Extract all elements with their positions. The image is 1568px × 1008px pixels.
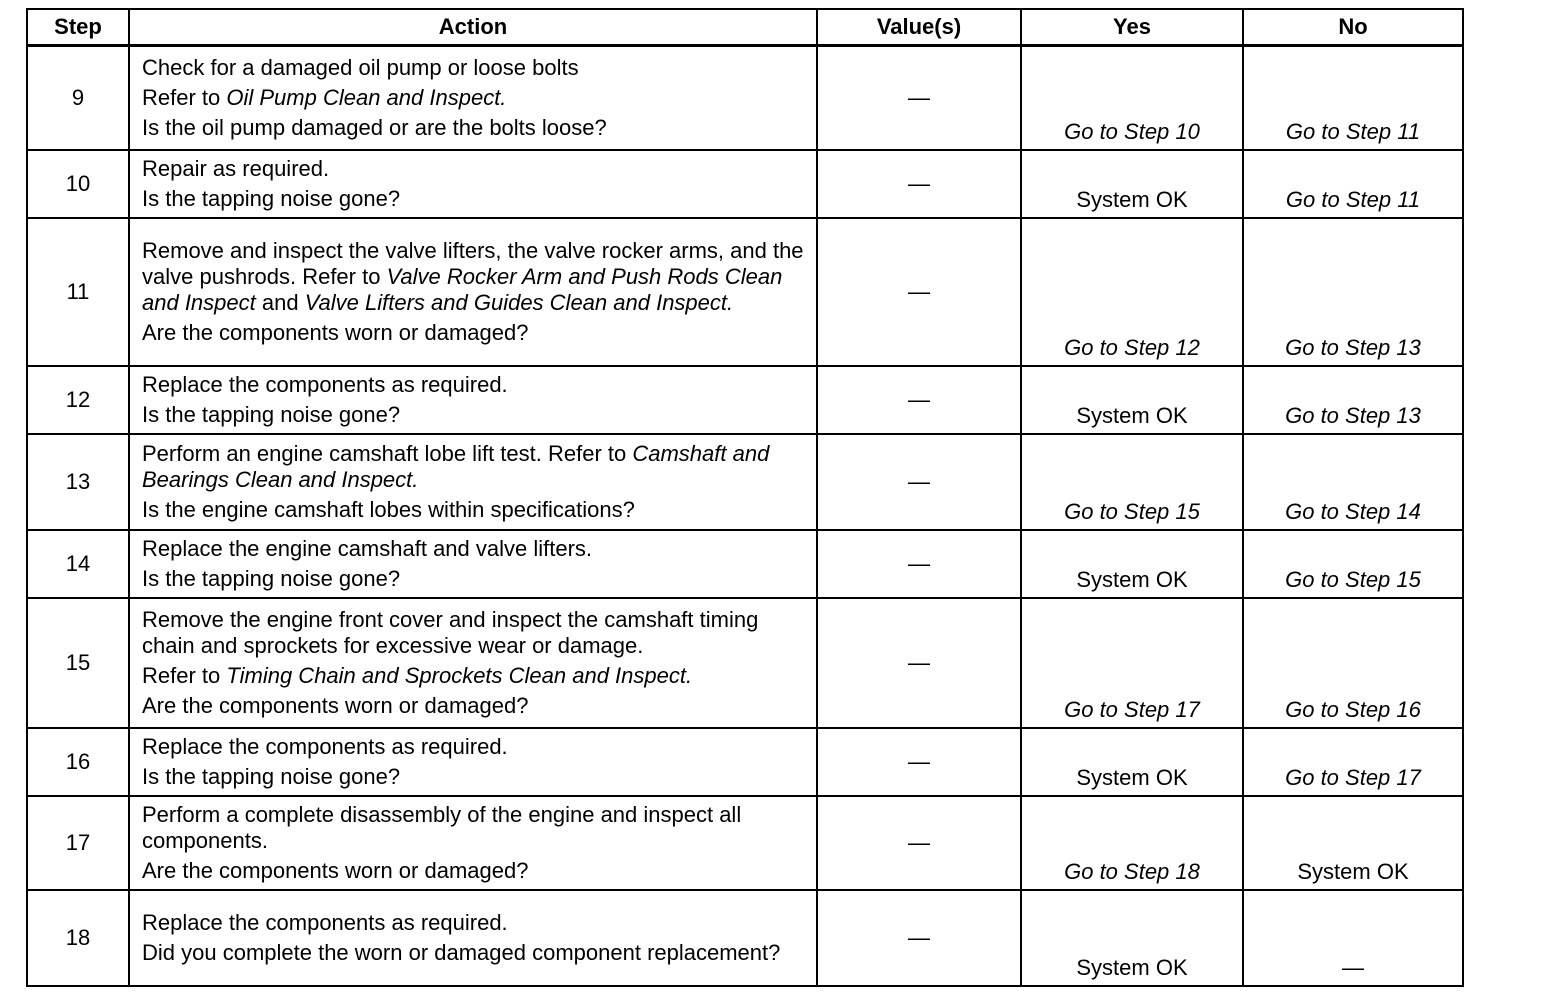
yes-cell [1021,890,1243,986]
no-cell [1243,890,1463,986]
action-cell [129,218,817,366]
diagnostic-table [26,8,1464,987]
no-cell [1243,366,1463,434]
no-cell [1243,530,1463,598]
action-line [142,764,804,790]
action-cell [129,890,817,986]
action-text: and [255,289,305,315]
table-row [27,46,1463,150]
action-cell [129,796,817,890]
action-line [142,156,804,182]
action-line [142,402,804,428]
value-cell: — [817,530,1021,598]
step-number: 15 [27,598,129,728]
header-step: Step [27,9,129,46]
yes-result: System OK [1076,954,1188,980]
no-result: Go to Step 15 [1285,566,1421,592]
table-body [27,46,1463,986]
table-row [27,150,1463,218]
yes-result: Go to Step 17 [1064,696,1200,722]
header-value: Value(s) [817,9,1021,46]
value-cell: — [817,890,1021,986]
no-cell [1243,796,1463,890]
no-result: Go to Step 11 [1285,186,1421,212]
yes-result: Go to Step 12 [1064,334,1200,360]
action-text: Refer to [142,84,227,110]
yes-cell [1021,366,1243,434]
step-number: 11 [27,218,129,366]
no-result: Go to Step 17 [1285,764,1421,790]
action-text: Is the tapping noise gone? [142,185,401,211]
action-line [142,372,804,398]
action-text: Replace the engine camshaft and valve lifters. [142,535,593,561]
no-cell [1243,598,1463,728]
value-cell: — [817,728,1021,796]
reference-text: Oil Pump Clean and Inspect. [226,84,507,110]
no-cell [1243,434,1463,530]
value-cell: — [817,218,1021,366]
action-line [142,910,804,936]
action-line [142,858,804,884]
action-line [142,320,804,346]
action-line [142,734,804,760]
action-line [142,85,804,111]
action-text: Is the engine camshaft lobes within specifications? [142,496,635,522]
action-line [142,663,804,689]
action-text: Replace the components as required. [142,909,508,935]
table-row [27,530,1463,598]
value-cell: — [817,598,1021,728]
yes-cell [1021,218,1243,366]
action-text: Check for a damaged oil pump or loose bolts [142,54,579,80]
action-line [142,497,804,523]
yes-result: Go to Step 10 [1064,118,1200,144]
yes-result: Go to Step 18 [1064,858,1200,884]
header-no: No [1243,9,1463,46]
action-cell [129,434,817,530]
action-text: Replace the components as required. [142,371,508,397]
action-line [142,55,804,81]
step-number: 9 [27,46,129,150]
yes-cell [1021,434,1243,530]
action-text: Did you complete the worn or damaged component replacement? [142,939,781,965]
step-number: 12 [27,366,129,434]
header-yes: Yes [1021,9,1243,46]
header-row [27,9,1463,46]
action-line [142,802,804,854]
yes-result: System OK [1076,186,1188,212]
action-line [142,115,804,141]
no-result: Go to Step 14 [1285,498,1421,524]
no-result: Go to Step 11 [1285,118,1421,144]
action-line [142,607,804,659]
yes-result: Go to Step 15 [1064,498,1200,524]
no-cell [1243,728,1463,796]
value-cell: — [817,46,1021,150]
table-row [27,218,1463,366]
step-number: 14 [27,530,129,598]
action-text: Replace the components as required. [142,733,508,759]
action-text: Repair as required. [142,155,330,181]
table-row [27,728,1463,796]
step-number: 18 [27,890,129,986]
action-line [142,536,804,562]
action-line [142,693,804,719]
value-cell: — [817,150,1021,218]
action-text: Is the oil pump damaged or are the bolts loose? [142,114,607,140]
yes-cell [1021,598,1243,728]
action-line [142,238,804,316]
step-number: 17 [27,796,129,890]
diagnostic-table-container [26,8,1462,987]
action-cell [129,366,817,434]
yes-result: System OK [1076,566,1188,592]
no-cell [1243,150,1463,218]
action-line [142,566,804,592]
action-text: Perform a complete disassembly of the engine and inspect all components. [142,801,742,853]
yes-cell [1021,728,1243,796]
action-text: Remove the engine front cover and inspect the camshaft timing chain and sprockets for excessive wear or damage. [142,606,759,658]
action-cell [129,598,817,728]
no-result: — [1342,954,1364,980]
action-text: Refer to [142,662,227,688]
action-text: Are the components worn or damaged? [142,857,529,883]
reference-text: Timing Chain and Sprockets Clean and Inspect. [226,662,693,688]
action-text: Are the components worn or damaged? [142,692,529,718]
action-cell [129,46,817,150]
action-cell [129,530,817,598]
action-line [142,940,804,966]
action-cell [129,728,817,796]
action-text: Is the tapping noise gone? [142,763,401,789]
yes-cell [1021,46,1243,150]
no-result: Go to Step 13 [1285,334,1421,360]
no-result: Go to Step 16 [1285,696,1421,722]
table-row [27,890,1463,986]
table-row [27,434,1463,530]
no-result: System OK [1297,858,1409,884]
action-line [142,186,804,212]
yes-cell [1021,796,1243,890]
action-text: Perform an engine camshaft lobe lift test. Refer to [142,440,633,466]
no-cell [1243,46,1463,150]
action-text: Are the components worn or damaged? [142,319,529,345]
value-cell: — [817,434,1021,530]
yes-result: System OK [1076,764,1188,790]
value-cell: — [817,796,1021,890]
step-number: 13 [27,434,129,530]
header-action: Action [129,9,817,46]
yes-cell [1021,530,1243,598]
value-cell: — [817,366,1021,434]
action-text: Is the tapping noise gone? [142,401,401,427]
reference-text: Camshaft and Bearings Clean and Inspect. [142,440,770,492]
action-text: Is the tapping noise gone? [142,565,401,591]
action-line [142,441,804,493]
table-row [27,796,1463,890]
table-row [27,366,1463,434]
step-number: 16 [27,728,129,796]
reference-text: Valve Rocker Arm and Push Rods Clean and Inspect [142,263,783,315]
step-number: 10 [27,150,129,218]
yes-result: System OK [1076,402,1188,428]
no-cell [1243,218,1463,366]
reference-text: Valve Lifters and Guides Clean and Inspect. [304,289,734,315]
no-result: Go to Step 13 [1285,402,1421,428]
action-cell [129,150,817,218]
yes-cell [1021,150,1243,218]
table-row [27,598,1463,728]
action-text: Remove and inspect the valve lifters, the valve rocker arms, and the valve pushrods. Refer to [142,237,804,289]
